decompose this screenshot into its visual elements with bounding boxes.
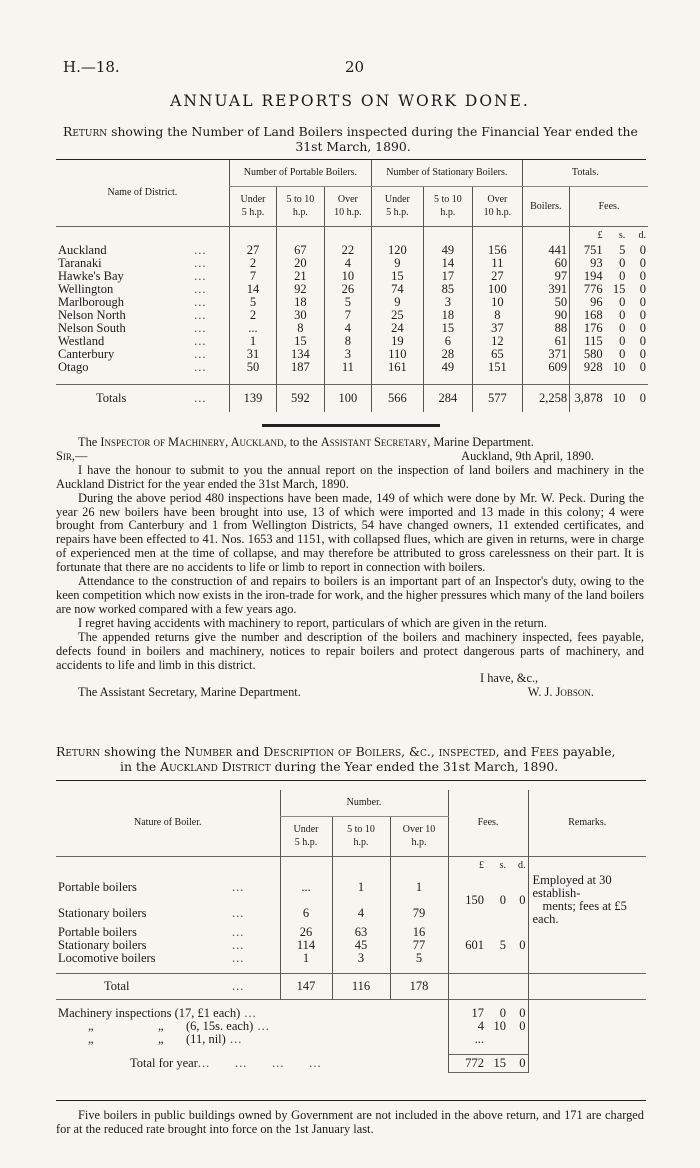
number-total-label: Total xyxy=(104,978,130,993)
fee-pounds: ... xyxy=(448,1033,486,1046)
count-cell: 15 xyxy=(277,335,324,348)
boiler-row xyxy=(56,874,646,900)
boiler-nature: Portable boilers xyxy=(58,879,137,894)
district-name: Marlborough xyxy=(58,295,124,309)
leader-dots: ... xyxy=(232,905,245,920)
count-cell: 49 xyxy=(423,244,473,257)
count-cell: 18 xyxy=(277,296,324,309)
fee-pence: 0 xyxy=(519,1019,526,1033)
count-cell: 187 xyxy=(277,361,324,374)
fee-pence: 0 xyxy=(519,1006,526,1020)
count-cell: 92 xyxy=(277,283,324,296)
stationary-under-header: Under 5 h.p. xyxy=(372,186,424,226)
col-district-header: Name of District. xyxy=(107,187,178,199)
letter-paragraph: The appended returns give the number and description of the boilers and machinery inspected, fees payable, defects found in boilers and machinery, notices to repair boilers and protect dangerous parts of machinery, and accidents to life and limb in this district. xyxy=(56,629,644,672)
number-group-header: Number. xyxy=(280,790,448,816)
leader-dots: ... xyxy=(194,360,207,374)
inspector-letter xyxy=(56,436,644,700)
count-cell: 7 xyxy=(324,309,371,322)
fee-pounds: 601 xyxy=(448,926,486,965)
count-cell: 4 xyxy=(324,322,371,335)
count-cell: 156 xyxy=(473,244,523,257)
leader-dots: ... xyxy=(194,295,207,309)
count-cell: 65 xyxy=(473,348,523,361)
district-name: Nelson North xyxy=(58,308,126,322)
boilers-total: 90 xyxy=(522,309,569,322)
count-over: 1 xyxy=(390,874,448,900)
fee-pence: 0 xyxy=(639,308,646,322)
leader-dots: ... xyxy=(232,925,245,939)
count-cell: 10 xyxy=(473,296,523,309)
count-over: 79 xyxy=(390,900,448,926)
count-cell: 1 xyxy=(229,335,276,348)
count-cell: 161 xyxy=(372,361,424,374)
fee-shillings: 0 xyxy=(619,295,626,309)
salutation: Sir,— xyxy=(56,448,88,463)
stationary-over-header: Over 10 h.p. xyxy=(473,186,523,226)
fee-pence: 0 xyxy=(519,892,526,907)
leader-dots: ... xyxy=(194,334,207,348)
fee-pounds: 150 xyxy=(448,874,486,926)
count-cell: 8 xyxy=(324,335,371,348)
count-over: 77 xyxy=(390,939,448,952)
fee-shillings: 0 xyxy=(619,347,626,361)
boilers-header: Boilers. xyxy=(522,186,569,226)
count-cell: ... xyxy=(229,322,276,335)
fee-shillings: 5 xyxy=(619,243,626,257)
district-name: Taranaki xyxy=(58,256,102,270)
boilers-total: 60 xyxy=(522,257,569,270)
count-cell: 10 xyxy=(324,270,371,283)
signature: W. J. Jobson. xyxy=(527,685,594,700)
fee-pence: 0 xyxy=(639,243,646,257)
count-cell: 17 xyxy=(423,270,473,283)
count-5to10: 1 xyxy=(332,874,390,900)
count-cell: 26 xyxy=(324,283,371,296)
year-total-label: Total for year xyxy=(130,1055,198,1070)
count-cell: 14 xyxy=(423,257,473,270)
fee-pounds: 4 xyxy=(448,1020,486,1033)
count-cell: 120 xyxy=(372,244,424,257)
count-cell: 31 xyxy=(229,348,276,361)
col-fees-header: Fees. xyxy=(448,790,528,856)
fee-pounds: 580 xyxy=(570,348,605,361)
machinery-row xyxy=(56,1033,646,1046)
machinery-label xyxy=(56,1033,448,1046)
boilers-total: 441 xyxy=(522,244,569,257)
count-under: 114 xyxy=(280,939,332,952)
count-cell: 9 xyxy=(372,257,424,270)
count-5to10: 63 xyxy=(332,926,390,939)
count-cell: 7 xyxy=(229,270,276,283)
count-under: ... xyxy=(280,874,332,900)
fee-shillings: 0 xyxy=(619,256,626,270)
return2-caption: Return showing the Number and Description of Boilers, &c., inspected, and Fees payable, in the Auckland District during the Year ended the 31st March, 1890. xyxy=(56,744,616,774)
count-cell: 6 xyxy=(423,335,473,348)
count-cell: 2 xyxy=(229,309,276,322)
count-cell: 20 xyxy=(277,257,324,270)
count-cell: 151 xyxy=(473,361,523,374)
count-cell: 19 xyxy=(372,335,424,348)
leader-dots: ... xyxy=(253,1019,270,1033)
fee-pence: 0 xyxy=(639,347,646,361)
letter-closing: I have, &c., xyxy=(480,671,539,686)
count-cell: 14 xyxy=(229,283,276,296)
fee-pounds: 751 xyxy=(570,244,605,257)
remarks-cell xyxy=(528,1033,646,1046)
count-cell: 49 xyxy=(423,361,473,374)
count-cell: 11 xyxy=(324,361,371,374)
count-cell: 11 xyxy=(473,257,523,270)
table2-bottom-rule xyxy=(56,1100,646,1101)
machinery-row xyxy=(56,1020,646,1033)
boilers-total: 50 xyxy=(522,296,569,309)
fee-pence: 0 xyxy=(639,256,646,270)
fee-pence: 0 xyxy=(639,360,646,374)
letter-paragraph: Attendance to the construction of and repairs to boilers is an important part of an Inspector's duty, owing to the keen competition which now exists in the iron-trade for work, and the higher pressures which many of the land boilers are now worked compared with a few years ago. xyxy=(56,574,644,616)
leader-dots: ... xyxy=(232,879,245,894)
count-cell: 28 xyxy=(423,348,473,361)
count-cell: 50 xyxy=(229,361,276,374)
leader-dots: ... xyxy=(194,269,207,283)
count-cell: 5 xyxy=(229,296,276,309)
portable-5to10-header: 5 to 10 h.p. xyxy=(277,186,324,226)
number-5to10-header: 5 to 10 h.p. xyxy=(332,816,390,856)
machinery-label xyxy=(56,1020,448,1033)
count-cell: 37 xyxy=(473,322,523,335)
count-under: 1 xyxy=(280,952,332,965)
remark-line: Employed at 30 establish- xyxy=(532,873,612,900)
fee-pounds: 96 xyxy=(570,296,605,309)
fee-pounds: 176 xyxy=(570,322,605,335)
boilers-total: 61 xyxy=(522,335,569,348)
leader-dots: ... xyxy=(232,938,245,952)
year-total-row: Total for year... ... ... ... 772 15 0 xyxy=(56,1054,646,1072)
count-cell: 8 xyxy=(473,309,523,322)
leader-dots: ... xyxy=(240,1006,257,1020)
count-over: 5 xyxy=(390,952,448,965)
letter-heading: The Inspector of Machinery, Auckland, to the Assistant Secretary, Marine Department. xyxy=(78,435,534,449)
count-cell: 85 xyxy=(423,283,473,296)
fee-pounds: 115 xyxy=(570,335,605,348)
col-nature-header: Nature of Boiler. xyxy=(134,817,202,829)
district-row xyxy=(56,361,648,374)
number-under-header: Under 5 h.p. xyxy=(280,816,332,856)
number-total-row: Total ... 147 116 178 xyxy=(56,973,646,999)
count-cell: 27 xyxy=(473,270,523,283)
count-cell: 110 xyxy=(372,348,424,361)
district-name: Hawke's Bay xyxy=(58,269,124,283)
remarks-cell xyxy=(528,926,646,965)
fee-shillings: 10 xyxy=(612,360,626,374)
portable-under-header: Under 5 h.p. xyxy=(229,186,276,226)
totals-label: Totals xyxy=(96,390,127,405)
count-cell: 4 xyxy=(324,257,371,270)
portable-over-header: Over 10 h.p. xyxy=(324,186,371,226)
fee-pence: 0 xyxy=(639,269,646,283)
ditto-mark: „ xyxy=(158,1032,164,1046)
count-cell: 25 xyxy=(372,309,424,322)
district-name: Nelson South xyxy=(58,321,126,335)
fee-shillings: 0 xyxy=(499,892,506,907)
fee-shillings: 0 xyxy=(499,1006,506,1020)
fee-pounds: 194 xyxy=(570,270,605,283)
fee-shillings: 10 xyxy=(493,1019,506,1033)
ditto-mark: „ xyxy=(158,1019,164,1033)
leader-dots: ... xyxy=(194,243,207,257)
machinery-text: Machinery inspections (17, £1 each) xyxy=(58,1006,241,1020)
leader-dots: ... xyxy=(225,1032,243,1046)
letter-paragraph: I regret having accidents with machinery to report, particulars of which are given in the return. xyxy=(78,615,547,630)
page-title: ANNUAL REPORTS ON WORK DONE. xyxy=(170,92,530,110)
page-number: 20 xyxy=(345,58,365,76)
remarks-cell xyxy=(528,874,646,926)
fee-pounds: 17 xyxy=(448,1007,486,1020)
district-name: Auckland xyxy=(58,243,107,257)
fees-header: Fees. xyxy=(570,186,648,226)
district-name: Canterbury xyxy=(58,347,115,361)
footnote: Five boilers in public buildings owned by Government are not included in the above return, and 171 are charged for at the reduced rate brought into force on the 1st January last. xyxy=(56,1108,644,1136)
district-name: Westland xyxy=(58,334,105,348)
portable-group-header: Number of Portable Boilers. xyxy=(229,160,371,186)
count-5to10: 3 xyxy=(332,952,390,965)
count-cell: 27 xyxy=(229,244,276,257)
place-date: Auckland, 9th April, 1890. xyxy=(461,448,594,463)
auckland-boilers-table: Nature of Boiler. Number. Fees. Remarks. Under 5 h.p. 5 to 10 h.p. Over 10 h.p. £ s. d. Portable boilers ... ... 1 1 150 0 0 Employed at 30 establish- ments; fees at £5 each. Stationary boilers ... 6 4 79 Portable boilers ... 26 63 16 601 5 0 Stationary boilers ... 114 45 77 Locomotive boilers ... 1 3 5 Total ... 147 116 178 Machinery inspections (17, £1 each) ... 17 0 0 „ „ (6, 15s. each) ... 4 10 0 „ „ (11, nil) ... ... Total for year... ... ... ... 772 15 0 xyxy=(56,790,646,1073)
boiler-nature: Locomotive boilers xyxy=(58,951,156,965)
col-remarks-header: Remarks. xyxy=(528,790,646,856)
count-cell: 9 xyxy=(372,296,424,309)
addressee: The Assistant Secretary, Marine Department. xyxy=(78,685,301,700)
boiler-nature: Stationary boilers xyxy=(58,938,147,952)
count-cell: 8 xyxy=(277,322,324,335)
fee-pence: 0 xyxy=(639,334,646,348)
count-cell: 67 xyxy=(277,244,324,257)
count-cell: 24 xyxy=(372,322,424,335)
fee-pence: 0 xyxy=(519,938,526,952)
count-cell: 15 xyxy=(423,322,473,335)
fee-shillings: 15 xyxy=(612,282,626,296)
letter-paragraph: During the above period 480 inspections have been made, 149 of which were done by Mr. W. Peck. During the year 26 new boilers have been brought into use, 13 of which were imported and 13 made in this colony; 4 were brought from Canterbury and 1 from Wellington Districts, 54 have changed owners, 11 extended certificates, and repairs have been effected to 41. Nos. 1653 and 1151, with collapsed flues, which are given in returns, were in charge of experienced men at the time of collapse, and may therefore be attributed to gross carelessness on their part. It is fortunate that there are no accidents to life or limb to report in connection with boilers. xyxy=(56,490,644,575)
count-cell: 30 xyxy=(277,309,324,322)
fee-pence: 0 xyxy=(639,295,646,309)
totals-group-header: Totals. xyxy=(522,160,648,186)
fee-shillings: 0 xyxy=(619,269,626,283)
count-under: 26 xyxy=(280,926,332,939)
leader-dots: ... xyxy=(194,282,207,296)
totals-row: Totals ... 139 592 100 566 284 577 2,258 3,878 10 0 xyxy=(56,384,648,412)
fee-pounds: 928 xyxy=(570,361,605,374)
district-name: Wellington xyxy=(58,282,114,296)
fee-shillings: 0 xyxy=(619,308,626,322)
count-cell: 134 xyxy=(277,348,324,361)
count-cell: 2 xyxy=(229,257,276,270)
boilers-total: 391 xyxy=(522,283,569,296)
boilers-total: 97 xyxy=(522,270,569,283)
fee-shillings: 0 xyxy=(619,321,626,335)
machinery-text: (11, nil) xyxy=(186,1032,226,1046)
boilers-total: 609 xyxy=(522,361,569,374)
fee-pounds: 168 xyxy=(570,309,605,322)
count-cell: 3 xyxy=(324,348,371,361)
count-5to10: 4 xyxy=(332,900,390,926)
district-name: Otago xyxy=(58,360,89,374)
count-cell: 18 xyxy=(423,309,473,322)
ditto-mark: „ xyxy=(88,1032,94,1046)
boiler-nature: Stationary boilers xyxy=(58,905,147,920)
leader-dots: ... xyxy=(194,321,207,335)
leader-dots: ... xyxy=(194,256,207,270)
machinery-text: (6, 15s. each) xyxy=(186,1019,254,1033)
fee-pounds: 93 xyxy=(570,257,605,270)
fee-pence: 0 xyxy=(639,321,646,335)
table2-top-rule xyxy=(56,780,646,781)
fee-pounds: 776 xyxy=(570,283,605,296)
document-reference: H.—18. xyxy=(63,58,120,76)
remarks-cell xyxy=(528,1007,646,1020)
leader-dots: ... xyxy=(194,308,207,322)
count-cell: 12 xyxy=(473,335,523,348)
count-over: 16 xyxy=(390,926,448,939)
boilers-total: 371 xyxy=(522,348,569,361)
count-under: 6 xyxy=(280,900,332,926)
return1-caption: Return showing the Number of Land Boilers inspected during the Financial Year ended the 31st March, 1890. xyxy=(63,124,638,154)
count-cell: 3 xyxy=(423,296,473,309)
leader-dots: ... xyxy=(232,951,245,965)
machinery-row xyxy=(56,1007,646,1020)
fee-pence xyxy=(508,1033,528,1046)
remark-line: ments; fees at £5 each. xyxy=(532,899,627,926)
land-boilers-table: Name of District. Number of Portable Boilers. Number of Stationary Boilers. Totals. Under 5 h.p. 5 to 10 h.p. Over 10 h.p. Under 5 h.p. 5 to 10 h.p. Over 10 h.p. Boilers. Fees. £ s. d. Auckland ... 27 67 22 120 49 156 441 751 5 0 Taranaki ... 2 20 4 9 14 11 60 93 0 0 Hawke's Bay ... 7 21 10 15 17 27 97 194 0 0 Wellington ... 14 92 26 74 85 100 391 776 15 0 Marlborough ... 5 18 5 9 3 10 50 96 0 0 Nelson North ... 2 30 7 25 18 8 90 168 0 0 Nelson South ... ... 8 4 24 15 37 88 176 0 0 Westland ... 1 15 8 19 6 12 61 115 0 0 Canterbury ... 31 134 3 110 28 65 371 580 0 0 Otago ... 50 187 11 161 49 151 609 928 10 0 Totals ... 139 592 100 566 284 577 2,258 3,878 10 0 xyxy=(56,160,648,412)
letter-paragraph: I have the honour to submit to you the annual report on the inspection of land boilers and machinery in the Auckland District for the year ended the 31st March, 1890. xyxy=(56,462,644,491)
fee-pence: 0 xyxy=(639,282,646,296)
leader-dots: ... xyxy=(194,347,207,361)
fee-shillings: 5 xyxy=(499,938,506,952)
count-cell: 100 xyxy=(473,283,523,296)
number-over-header: Over 10 h.p. xyxy=(390,816,448,856)
count-cell: 15 xyxy=(372,270,424,283)
boilers-total: 88 xyxy=(522,322,569,335)
count-cell: 22 xyxy=(324,244,371,257)
count-cell: 5 xyxy=(324,296,371,309)
stationary-5to10-header: 5 to 10 h.p. xyxy=(423,186,473,226)
ditto-mark: „ xyxy=(88,1019,94,1033)
remarks-cell xyxy=(528,1020,646,1033)
count-5to10: 45 xyxy=(332,939,390,952)
section-divider xyxy=(262,424,440,427)
count-cell: 21 xyxy=(277,270,324,283)
stationary-group-header: Number of Stationary Boilers. xyxy=(372,160,523,186)
count-cell: 74 xyxy=(372,283,424,296)
fee-shillings: 0 xyxy=(619,334,626,348)
fee-shillings xyxy=(486,1033,508,1046)
boiler-nature: Portable boilers xyxy=(58,925,137,939)
